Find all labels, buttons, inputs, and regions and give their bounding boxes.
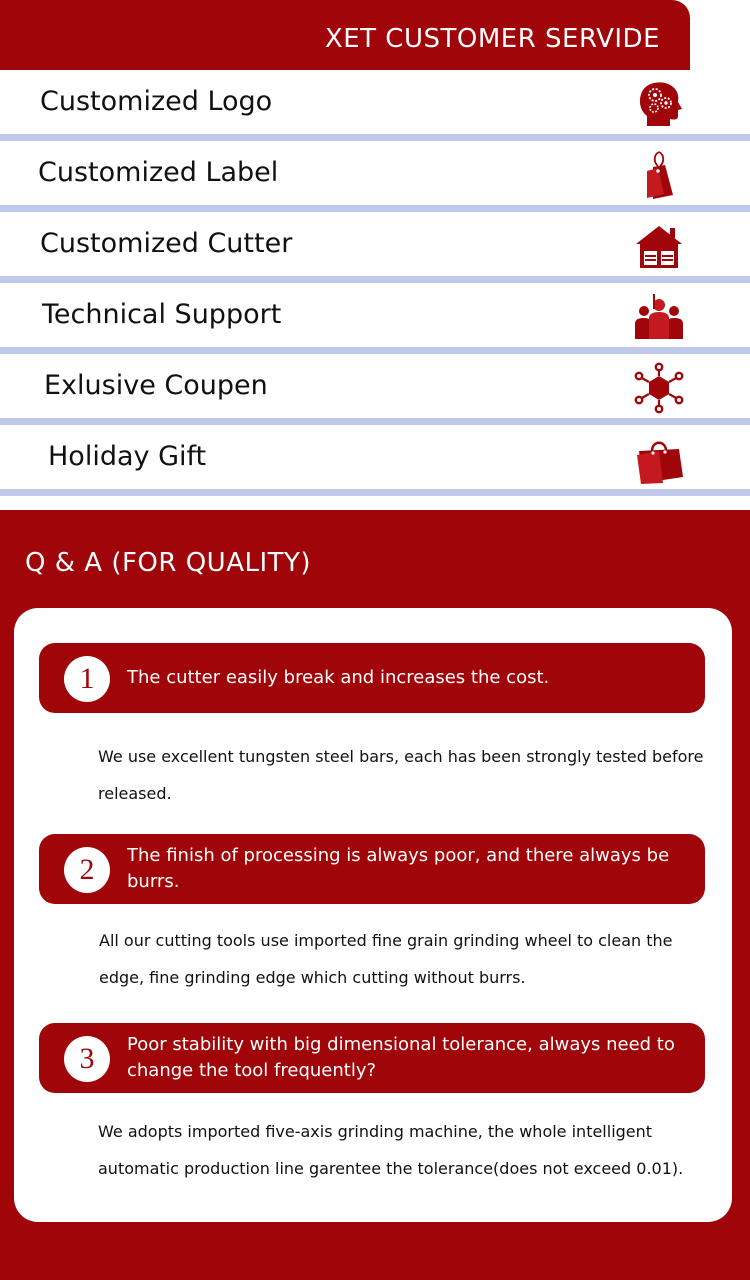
header-banner xyxy=(0,0,690,70)
service-item-customized-logo xyxy=(0,70,750,141)
qa-card xyxy=(14,608,732,1222)
qa-question-text: The cutter easily break and increases the cost. xyxy=(127,667,550,688)
service-label: Exlusive Coupen xyxy=(44,370,268,401)
service-item-technical-support xyxy=(0,283,750,354)
qa-question-text: Poor stability with big dimensional tolerance, always need to change the tool frequently? xyxy=(127,1034,675,1081)
head-gears-icon xyxy=(633,78,685,130)
qa-title: Q & A (FOR QUALITY) xyxy=(25,548,312,578)
service-item-exlusive-coupen xyxy=(0,354,750,425)
qa-answer-3: We adopts imported five-axis grinding machine, the whole intelligent automatic production line garentee the tolerance(does not exceed 0.01). xyxy=(98,1122,684,1178)
qa-question-2 xyxy=(39,834,705,904)
qa-question-text: The finish of processing is always poor, and there always be burrs. xyxy=(127,845,670,892)
service-label: Customized Logo xyxy=(40,86,273,117)
service-label: Holiday Gift xyxy=(48,441,207,472)
shopping-bag-icon xyxy=(633,433,685,485)
service-item-holiday-gift xyxy=(0,425,750,496)
factory-house-icon xyxy=(633,220,685,272)
service-label: Technical Support xyxy=(42,299,282,330)
service-list xyxy=(0,70,750,496)
service-label: Customized Cutter xyxy=(40,228,293,259)
team-people-icon xyxy=(633,291,685,343)
qa-number-badge: 2 xyxy=(64,847,110,893)
service-item-customized-label xyxy=(0,141,750,212)
network-hexagon-icon xyxy=(633,362,685,414)
header-title: XET CUSTOMER SERVIDE xyxy=(324,24,660,54)
qa-question-3 xyxy=(39,1023,705,1093)
service-label: Customized Label xyxy=(38,157,279,188)
qa-answer-2: All our cutting tools use imported fine grain grinding wheel to clean the edge, fine grinding edge which cutting without burrs. xyxy=(99,931,673,987)
price-tag-icon xyxy=(633,149,685,201)
qa-number-badge: 3 xyxy=(64,1036,110,1082)
qa-number-badge: 1 xyxy=(64,656,110,702)
qa-question-1 xyxy=(39,643,705,713)
service-item-customized-cutter xyxy=(0,212,750,283)
qa-answer-1: We use excellent tungsten steel bars, each has been strongly tested before released. xyxy=(98,747,704,803)
qa-section xyxy=(0,510,750,1280)
